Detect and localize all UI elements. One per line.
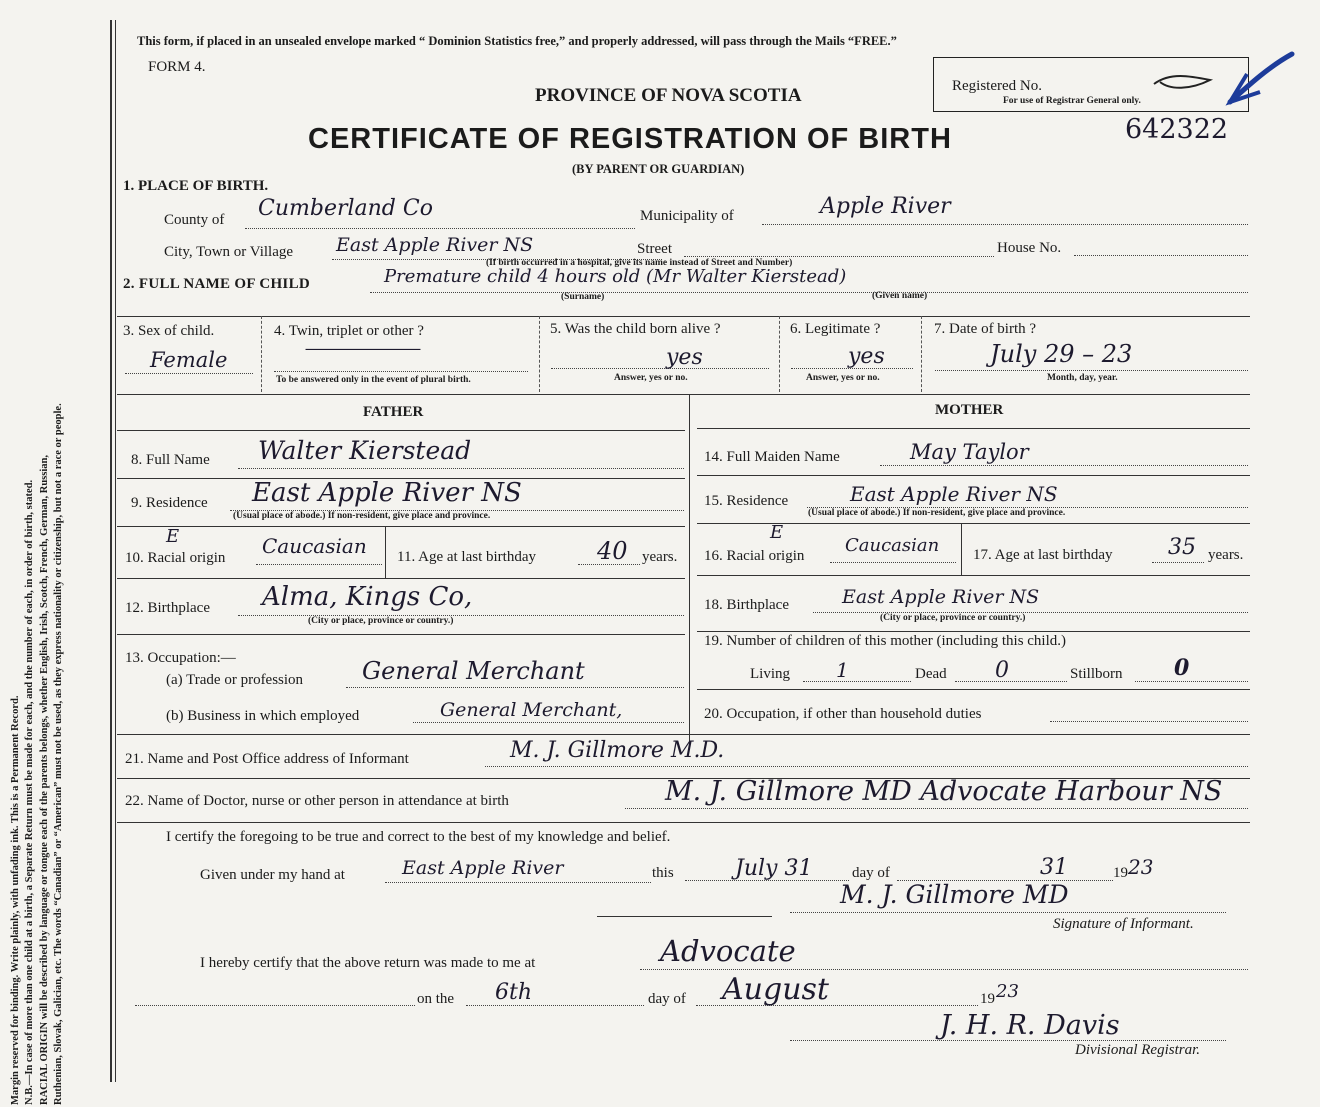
rule-mother-2 [697, 475, 1250, 476]
father-birthplace-value: Alma, Kings Co, [262, 582, 473, 612]
street-label: Street [637, 241, 672, 257]
stillborn-value: 0 [1174, 655, 1190, 681]
margin-line-2: N.B.—In case of more than one child at a birth, a Separate Return must be made for each, and the number of each, in order of birth, stated. [24, 479, 36, 1105]
margin-rule-inner [115, 20, 116, 1082]
reg-year-hw: 23 [996, 981, 1019, 1002]
house-line [1074, 255, 1248, 256]
reg-year-prefix: 19 [980, 991, 995, 1007]
given-year-hw: 31 [1040, 855, 1068, 880]
mother-occupation-label: 20. Occupation, if other than household duties [704, 706, 982, 722]
this-label: this [652, 865, 674, 881]
dead-line [955, 681, 1067, 682]
reg-day-value: 6th [495, 980, 533, 1005]
given-name-caption: (Given name) [872, 291, 928, 301]
rule-mother-1 [697, 428, 1250, 429]
business-value: General Merchant, [440, 699, 623, 721]
twin-label: 4. Twin, triplet or other ? [274, 323, 424, 339]
margin-instructions [9, 65, 95, 1105]
doctor-label: 22. Name of Doctor, nurse or other person in attendance at birth [125, 793, 509, 809]
county-label: County of [164, 212, 225, 228]
father-heading: FATHER [363, 404, 424, 420]
father-racial-label: 10. Racial origin [125, 550, 226, 566]
living-value: 1 [836, 658, 849, 682]
on-the-label: on the [417, 991, 455, 1007]
mother-age-value: 35 [1168, 535, 1196, 560]
living-label: Living [750, 666, 790, 682]
father-occupation-label: 13. Occupation:— [125, 650, 236, 666]
trade-value: General Merchant [362, 657, 585, 685]
father-residence-caption: (Usual place of abode.) If non-resident, give place and province. [233, 511, 491, 521]
legitimate-value: yes [848, 344, 885, 369]
day-of-label: day of [852, 865, 890, 881]
mail-notice: This form, if placed in an unsealed envelope marked “ Dominion Statistics free,” and properly addressed, will pass through the Mails “FREE.” [137, 34, 897, 48]
doctor-value: M. J. Gillmore MD Advocate Harbour NS [665, 776, 1223, 807]
registration-number-hw: 642322 [1125, 114, 1229, 145]
mother-residence-caption: (Usual place of abode.) If non-resident, give place and province. [808, 508, 1066, 518]
registrar-place-line [640, 969, 1248, 970]
alive-value: yes [666, 345, 703, 370]
stillborn-label: Stillborn [1070, 666, 1123, 682]
mother-age-line [1152, 562, 1204, 563]
county-value: Cumberland Co [258, 196, 433, 221]
father-age-label: 11. Age at last birthday [397, 549, 536, 565]
father-residence-value: East Apple River NS [252, 478, 522, 508]
hospital-note: (If birth occurred in a hospital, give its name instead of Street and Number) [486, 258, 793, 268]
margin-line-3: RACIAL ORIGIN will be described by language or tongue each of the parents belongs, whether English, Irish, Scotch, French, German, Russian, [38, 455, 50, 1105]
registrar-caption: Divisional Registrar. [1075, 1042, 1201, 1058]
reg-day-of-label: day of [648, 991, 686, 1007]
trade-label: (a) Trade or profession [166, 672, 304, 688]
page-title: CERTIFICATE OF REGISTRATION OF BIRTH [308, 123, 952, 155]
rule-informant-top [117, 734, 1250, 735]
province-title: PROVINCE OF NOVA SCOTIA [535, 85, 802, 106]
living-line [803, 681, 911, 682]
margin-rule [110, 20, 112, 1082]
sex-value: Female [150, 348, 228, 372]
trade-line [346, 687, 684, 688]
child-name-value: Premature child 4 hours old (Mr Walter Kierstead) [384, 266, 847, 287]
father-birthplace-caption: (City or place, province or country.) [308, 616, 454, 626]
mother-occupation-line [1050, 721, 1248, 722]
municipality-value: Apple River [820, 194, 951, 219]
rule-father-4 [117, 578, 685, 579]
city-label: City, Town or Village [164, 244, 294, 260]
municipality-label: Municipality of [640, 208, 734, 224]
registrar-signature: J. H. R. Davis [940, 1010, 1120, 1041]
sex-label: 3. Sex of child. [123, 323, 215, 339]
witness-line [597, 916, 772, 917]
rule-mother-4 [697, 575, 1250, 576]
mother-racial-line [830, 562, 956, 563]
given-day-value: July 31 [735, 856, 813, 881]
rule-top-items [117, 316, 1250, 317]
business-label: (b) Business in which employed [166, 708, 360, 724]
rule-mother-6 [697, 689, 1250, 690]
alive-label: 5. Was the child born alive ? [550, 321, 721, 337]
parents-divider [689, 394, 690, 744]
divider-6-7 [921, 316, 922, 392]
alive-line [551, 368, 769, 369]
street-line [684, 256, 994, 257]
rule-parents-top [117, 394, 1250, 395]
dob-label: 7. Date of birth ? [934, 321, 1037, 337]
divider-10-11 [385, 526, 386, 578]
mother-racial-value: Caucasian [845, 535, 940, 556]
registered-label: Registered No. [952, 78, 1042, 94]
business-line [413, 722, 684, 723]
doctor-line [625, 808, 1248, 809]
given-under-label: Given under my hand at [200, 867, 345, 883]
pen-mark-icon [1150, 46, 1300, 114]
mother-racial-label: 16. Racial origin [704, 548, 805, 564]
dead-label: Dead [915, 666, 947, 682]
informant-label: 21. Name and Post Office address of Informant [125, 751, 409, 767]
mother-age-label: 17. Age at last birthday [973, 547, 1113, 563]
father-name-line [238, 468, 684, 469]
father-age-value: 40 [597, 537, 628, 565]
mother-racial-mark: E [770, 522, 784, 543]
reg-day-line [466, 1005, 644, 1006]
municipality-line [762, 224, 1248, 225]
twin-note: To be answered only in the event of plural birth. [276, 375, 471, 385]
margin-line-1: Margin reserved for binding. Write plainly, with unfading ink. This is a Permanent Record. [10, 695, 21, 1105]
given-place-value: East Apple River [402, 857, 564, 879]
child-name-label: 2. FULL NAME OF CHILD [123, 276, 311, 292]
rule-father-3 [117, 526, 685, 527]
place-of-birth-heading: 1. PLACE OF BIRTH. [123, 178, 269, 194]
mother-birthplace-value: East Apple River NS [842, 586, 1040, 608]
dob-value: July 29 – 23 [990, 340, 1133, 368]
father-racial-value: Caucasian [262, 534, 367, 558]
form-number: FORM 4. [148, 59, 206, 75]
rule-certify-top [117, 822, 1250, 823]
father-birthplace-label: 12. Birthplace [125, 600, 210, 616]
children-label: 19. Number of children of this mother (including this child.) [704, 633, 1067, 649]
mother-residence-label: 15. Residence [704, 493, 789, 509]
page-subtitle: (BY PARENT OR GUARDIAN) [572, 162, 745, 176]
dob-caption: Month, day, year. [1047, 373, 1118, 383]
rule-mother-5 [697, 631, 1250, 632]
father-age-unit: years. [642, 549, 678, 565]
given-place-line [385, 882, 651, 883]
rule-father-1 [117, 430, 685, 431]
surname-caption: (Surname) [561, 292, 605, 302]
signature-caption: Signature of Informant. [1053, 916, 1194, 932]
alive-caption: Answer, yes or no. [614, 373, 688, 383]
year-suffix-hw: 23 [1128, 855, 1154, 879]
mother-name-label: 14. Full Maiden Name [704, 449, 840, 465]
mother-birthplace-label: 18. Birthplace [704, 597, 789, 613]
father-name-label: 8. Full Name [131, 452, 210, 468]
divider-4-5 [539, 316, 540, 392]
registrar-certify-text: I hereby certify that the above return was made to me at [200, 955, 536, 971]
father-birthplace-line [238, 615, 684, 616]
registrar-place-value: Advocate [660, 934, 796, 968]
rule-father-5 [117, 634, 685, 635]
mother-name-line [880, 465, 1248, 466]
legitimate-caption: Answer, yes or no. [806, 373, 880, 383]
certify-text: I certify the foregoing to be true and correct to the best of my knowledge and belief. [166, 829, 671, 845]
on-the-line-left [135, 1005, 415, 1006]
year-prefix: 19 [1113, 865, 1128, 881]
divider-5-6 [779, 316, 780, 392]
dob-line [935, 370, 1248, 371]
divider-16-17 [961, 523, 962, 575]
mother-residence-value: East Apple River NS [850, 482, 1058, 506]
informant-value: M. J. Gillmore M.D. [510, 738, 725, 763]
twin-value: — [300, 338, 426, 359]
father-residence-label: 9. Residence [131, 495, 208, 511]
sex-line [125, 373, 253, 374]
legitimate-label: 6. Legitimate ? [790, 321, 881, 337]
city-value: East Apple River NS [336, 234, 534, 256]
child-name-line [370, 292, 1248, 293]
house-label: House No. [997, 240, 1062, 256]
father-name-value: Walter Kierstead [258, 436, 472, 465]
reg-month-value: August [722, 972, 829, 1007]
mother-name-value: May Taylor [910, 440, 1029, 464]
registered-note: For use of Registrar General only. [1003, 96, 1141, 106]
informant-signature: M. J. Gillmore MD [840, 880, 1069, 909]
mother-age-unit: years. [1208, 547, 1244, 563]
county-line [245, 228, 635, 229]
margin-line-4: Ruthenian, Slovak, Galician, etc. The words “Canadian” or “American” must not be used, as they express nationality or citizenship, but not a race or people. [52, 403, 64, 1105]
father-racial-line [256, 564, 382, 565]
mother-heading: MOTHER [935, 402, 1004, 418]
twin-line [274, 371, 528, 372]
mother-birthplace-line [813, 612, 1248, 613]
stillborn-line [1135, 681, 1248, 682]
dead-value: 0 [995, 658, 1009, 683]
divider-3-4 [261, 316, 262, 392]
mother-birthplace-caption: (City or place, province or country.) [880, 613, 1026, 623]
informant-line [485, 766, 1248, 767]
informant-signature-line [790, 912, 1226, 913]
father-racial-mark: E [166, 526, 180, 547]
